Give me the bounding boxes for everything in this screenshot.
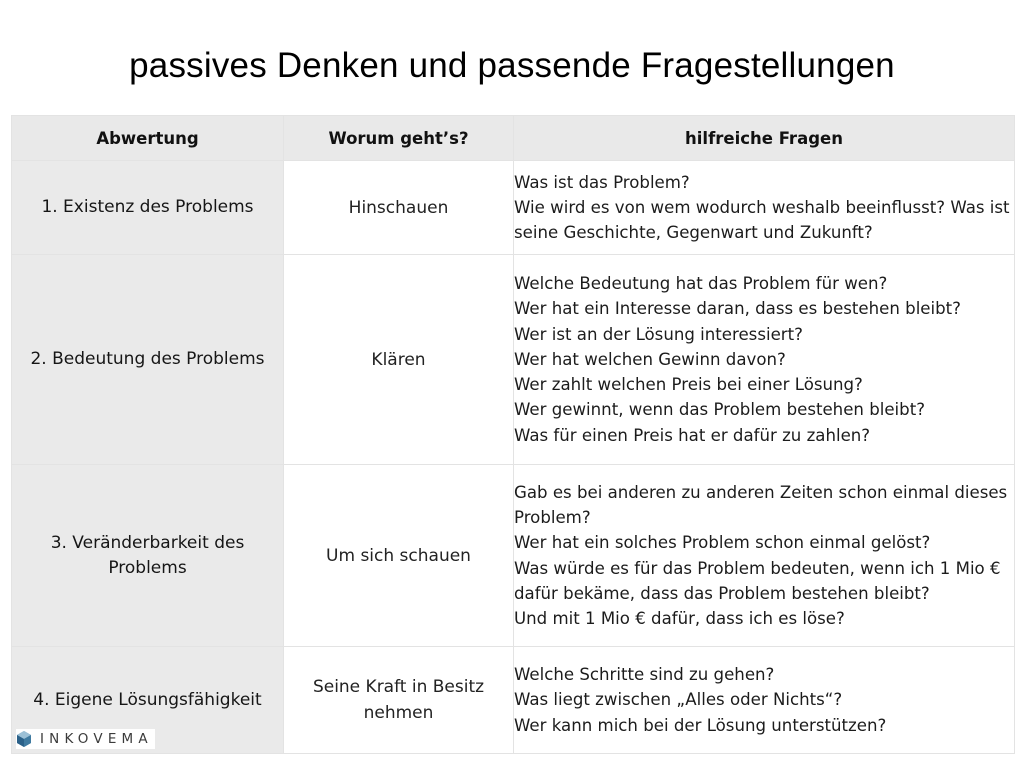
page-title: passives Denken und passende Fragestellungen	[129, 46, 895, 86]
fragen-cell	[514, 255, 1015, 465]
table-row	[12, 647, 1015, 754]
question: Und mit 1 Mio € dafür, dass ich es löse?	[514, 609, 845, 629]
worum-cell: Um sich schauen	[284, 465, 514, 647]
question: Welche Bedeutung hat das Problem für wen?	[514, 273, 888, 293]
question: Wer hat welchen Gewinn davon?	[514, 349, 786, 369]
question: Was für einen Preis hat er dafür zu zahlen?	[514, 425, 871, 445]
cube-logo-icon	[16, 730, 32, 748]
worum-cell: Hinschauen	[284, 161, 514, 255]
question: Wer kann mich bei der Lösung unterstützen?	[514, 715, 887, 735]
question: Wer hat ein Interesse daran, dass es bestehen bleibt?	[514, 299, 961, 319]
question: Wer gewinnt, wenn das Problem bestehen bleibt?	[514, 400, 926, 420]
question: Welche Schritte sind zu gehen?	[514, 665, 775, 685]
table-row	[12, 465, 1015, 647]
worum-cell: Klären	[284, 255, 514, 465]
abwertung-cell: 3. Veränderbarkeit des Problems	[12, 465, 284, 647]
question: Was würde es für das Problem bedeuten, wenn ich 1 Mio € dafür bekäme, dass das Problem bestehen bleibt?	[514, 558, 1001, 603]
fragen-cell	[514, 465, 1015, 647]
question: Gab es bei anderen zu anderen Zeiten schon einmal dieses Problem?	[514, 482, 1008, 527]
table-row	[12, 255, 1015, 465]
abwertung-cell: 4. Eigene Lösungsfähigkeit	[12, 647, 284, 754]
question: Wer zahlt welchen Preis bei einer Lösung?	[514, 375, 863, 395]
worum-cell: Seine Kraft in Besitz nehmen	[284, 647, 514, 754]
header-abwertung: Abwertung	[12, 116, 284, 161]
fragen-cell	[514, 161, 1015, 255]
table-header-row	[12, 116, 1015, 161]
questions-table	[11, 115, 1015, 754]
question: Was ist das Problem?	[514, 172, 690, 192]
header-worum: Worum geht’s?	[284, 116, 514, 161]
header-fragen: hilfreiche Fragen	[514, 116, 1015, 161]
table-row	[12, 161, 1015, 255]
question: Wer hat ein solches Problem schon einmal gelöst?	[514, 533, 931, 553]
logo-text: INKOVEMA	[40, 731, 153, 747]
question: Wie wird es von wem wodurch weshalb beeinflusst? Was ist seine Geschichte, Gegenwart und Zukunft?	[514, 197, 1010, 243]
question: Wer ist an der Lösung interessiert?	[514, 324, 803, 344]
abwertung-cell: 1. Existenz des Problems	[12, 161, 284, 255]
question: Was liegt zwischen „Alles oder Nichts“?	[514, 690, 843, 710]
inkovema-logo	[16, 729, 155, 749]
abwertung-cell: 2. Bedeutung des Problems	[12, 255, 284, 465]
fragen-cell	[514, 647, 1015, 754]
